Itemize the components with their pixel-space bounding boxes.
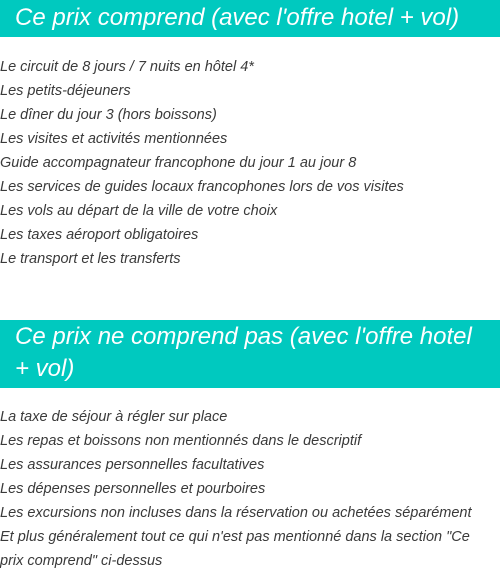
list-item: Les petits-déjeuners	[0, 83, 131, 99]
excluded-list	[0, 405, 500, 573]
included-section-title: Ce prix comprend (avec l'offre hotel + vol)	[0, 0, 500, 37]
list-item: Le dîner du jour 3 (hors boissons)	[0, 107, 217, 123]
list-item: Les assurances personnelles facultatives	[0, 457, 265, 473]
included-list	[0, 55, 500, 271]
list-item: Les taxes aéroport obligatoires	[0, 227, 199, 243]
list-item: Les repas et boissons non mentionnés dans le descriptif	[0, 433, 362, 449]
list-item: Le transport et les transferts	[0, 251, 181, 267]
list-item: La taxe de séjour à régler sur place	[0, 409, 228, 425]
list-item: Et plus généralement tout ce qui n'est pas mentionné dans la section "Ce prix comprend" ci-dessus	[0, 529, 470, 569]
list-item: Les services de guides locaux francophones lors de vos visites	[0, 179, 404, 195]
list-item: Les excursions non incluses dans la réservation ou achetées séparément	[0, 505, 472, 521]
excluded-section-title: Ce prix ne comprend pas (avec l'offre hotel + vol)	[0, 320, 500, 388]
list-item: Les vols au départ de la ville de votre choix	[0, 203, 278, 219]
list-item: Les visites et activités mentionnées	[0, 131, 228, 147]
list-item: Guide accompagnateur francophone du jour 1 au jour 8	[0, 155, 357, 171]
list-item: Le circuit de 8 jours / 7 nuits en hôtel 4*	[0, 59, 254, 75]
list-item: Les dépenses personnelles et pourboires	[0, 481, 266, 497]
